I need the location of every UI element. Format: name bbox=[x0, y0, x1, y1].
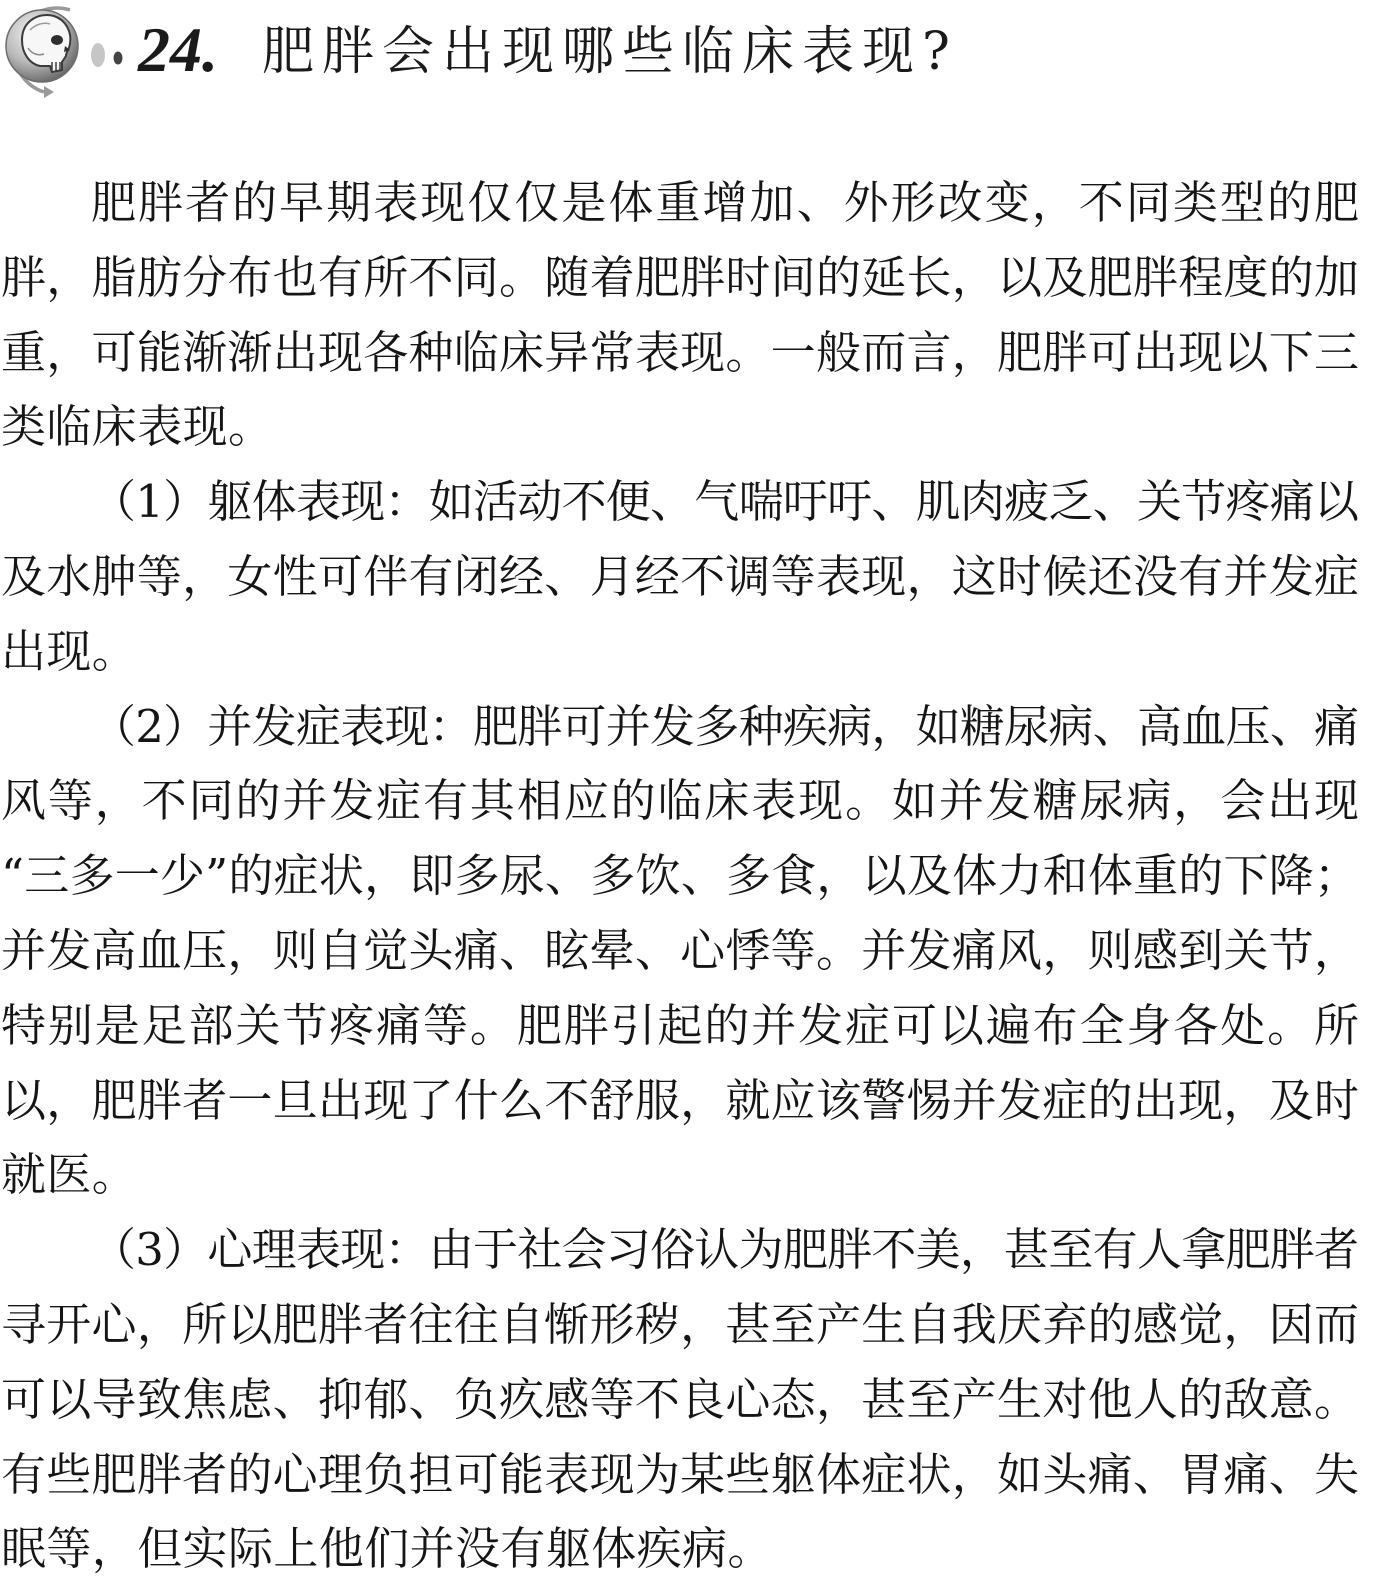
dot-large-icon bbox=[91, 43, 105, 67]
text-line: 风等，不同的并发症有其相应的临床表现。如并发糖尿病，会出现 bbox=[1, 774, 1361, 828]
text-line: “三多一少”的症状，即多尿、多饮、多食，以及体力和体重的下降； bbox=[1, 849, 1360, 903]
text-line: 有些肥胖者的心理负担可能表现为某些躯体症状，如头痛、胃痛、失 bbox=[1, 1447, 1360, 1501]
article-body bbox=[1, 166, 1362, 1587]
text-line: （3）心理表现：由于社会习俗认为肥胖不美，甚至有人拿肥胖者 bbox=[91, 1223, 1359, 1277]
section-number: 24. bbox=[138, 14, 218, 85]
text-line: 就医。 bbox=[1, 1148, 138, 1202]
dot-small-icon bbox=[114, 52, 123, 65]
header-decoration bbox=[0, 0, 132, 102]
text-line: 肥胖者的早期表现仅仅是体重增加、外形改变，不同类型的肥 bbox=[91, 176, 1362, 229]
text-line: 眠等，但实际上他们并没有躯体疾病。 bbox=[1, 1522, 773, 1576]
text-line: 及水肿等，女性可伴有闭经、月经不调等表现，这时候还没有并发症 bbox=[1, 549, 1360, 603]
paragraph bbox=[1, 465, 1359, 689]
paragraph bbox=[1, 1213, 1359, 1587]
paragraph bbox=[1, 690, 1359, 1214]
text-line: （1）躯体表现：如活动不便、气喘吁吁、肌肉疲乏、关节疼痛以 bbox=[91, 475, 1359, 529]
paragraph bbox=[1, 166, 1362, 465]
text-line: 特别是足部关节疼痛等。肥胖引起的并发症可以遍布全身各处。所 bbox=[1, 998, 1361, 1052]
text-line: 寻开心，所以肥胖者往往自惭形秽，甚至产生自我厌弃的感觉，因而 bbox=[1, 1297, 1360, 1351]
text-line: 重，可能渐渐出现各种临床异常表现。一般而言，肥胖可出现以下三 bbox=[1, 325, 1360, 379]
text-line: （2）并发症表现：肥胖可并发多种疾病，如糖尿病、高血压、痛 bbox=[91, 699, 1359, 753]
text-line: 类临床表现。 bbox=[1, 400, 274, 454]
text-line: 以，肥胖者一旦出现了什么不舒服，就应该警惕并发症的出现，及时 bbox=[1, 1073, 1360, 1127]
text-line: 可以导致焦虑、抑郁、负疚感等不良心态，甚至产生对他人的敌意。 bbox=[1, 1372, 1360, 1426]
section-title: 肥胖会出现哪些临床表现? bbox=[262, 22, 958, 82]
skull-icon bbox=[6, 8, 78, 98]
text-line: 胖，脂肪分布也有所不同。随着肥胖时间的延长，以及肥胖程度的加 bbox=[1, 250, 1360, 304]
text-line: 并发高血压，则自觉头痛、眩晕、心悸等。并发痛风，则感到关节， bbox=[1, 923, 1360, 977]
text-line: 出现。 bbox=[1, 624, 138, 678]
